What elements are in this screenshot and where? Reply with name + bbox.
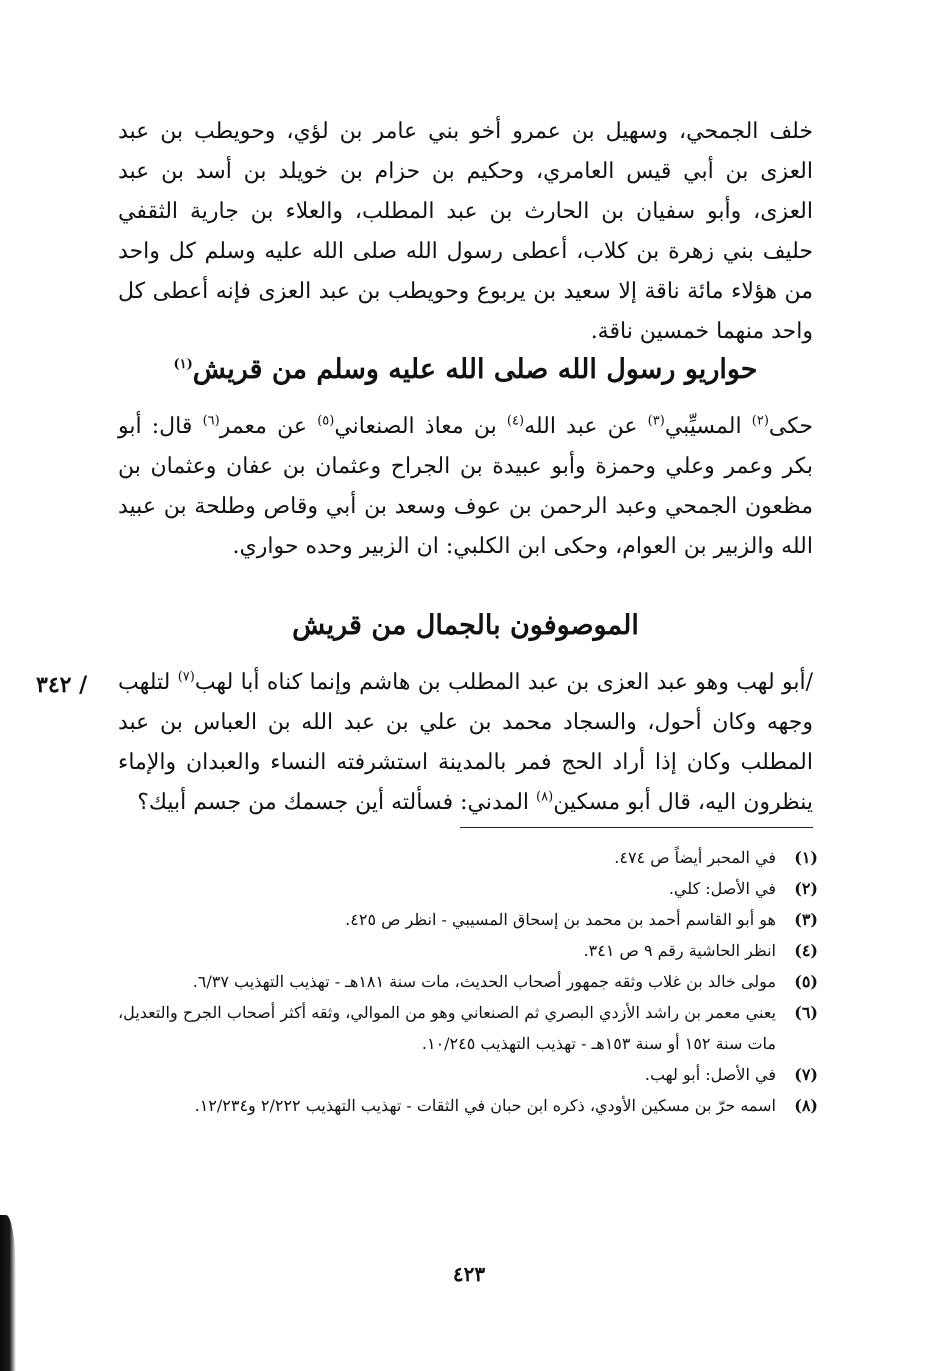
footnote-number: (٣): [794, 910, 818, 929]
footnote-ref-6: (٦): [202, 413, 220, 429]
paragraph-2-segment-6: قال: أبو بكر وعمر وعلي وحمزة وأبو عبيدة بن الجراح وعثمان بن عفان وعثمان بن مظعون الجمحي وعبد الرحمن بن عوف وسعد بن أبي وقاص وطلحة بن عبيد الله والزبير بن العوام، وحكى ابن الكلبي: ان الزبير وحده حواري.: [118, 414, 813, 559]
footnotes: [118, 842, 818, 1121]
footnote-ref-3: (٣): [647, 413, 665, 429]
footnote-number: (٧): [794, 1065, 818, 1084]
manuscript-folio-reference: / ٣٤٢: [36, 672, 88, 698]
footnote-ref-1: (١): [173, 357, 193, 372]
footnote-text: في المحبر أيضاً ص ٤٧٤.: [614, 848, 776, 867]
footnote: [118, 935, 818, 966]
footnote: [118, 842, 818, 873]
paragraph-2: [118, 407, 813, 567]
footnote-number: (١): [794, 848, 818, 867]
footnote-ref-7: (٧): [177, 669, 195, 685]
footnote-text: يعني معمر بن راشد الأزدي البصري ثم الصنعاني وهو من الموالي، وثقه أكثر أصحاب الجرح والتعديل، مات سنة ١٥٢ أو سنة ١٥٣هـ - تهذيب التهذيب ١٠/٢٤٥.: [118, 1003, 776, 1053]
footnote-number: (٨): [794, 1096, 818, 1115]
page-number: ٤٢٣: [452, 1262, 486, 1286]
footnote-separator: [460, 827, 813, 828]
footnote-text: في الأصل: كلي.: [668, 879, 776, 898]
paragraph-1: خلف الجمحي، وسهيل بن عمرو أخو بني عامر بن لؤي، وحويطب بن عبد العزى بن أبي قيس العامري، وحكيم بن حزام بن خويلد بن أسد بن عبد العزى، وأبو سفيان بن الحارث بن عبد المطلب، والعلاء بن جارية الثقفي حليف بني زهرة بن كلاب، أعطى رسول الله صلى الله عليه وسلم كل واحد من هؤلاء مائة ناقة إلا سعيد بن يربوع وحويطب بن عبد العزى فإنه أعطى كل واحد منهما خمسين ناقة.: [118, 119, 813, 344]
footnote-ref-4: (٤): [506, 413, 525, 429]
heading-1-text: حواريو رسول الله صلى الله عليه وسلم من قريش: [192, 354, 758, 385]
section-heading-beauty: الموصوفون بالجمال من قريش: [292, 610, 639, 641]
section-heading-hawariyun: [118, 350, 813, 390]
footnote-text: مولى خالد بن غلاب وثقه جمهور أصحاب الحديث، مات سنة ١٨١هـ - تهذيب التهذيب ٦/٣٧.: [192, 972, 776, 991]
scan-shadow-edge: [0, 1215, 16, 1371]
footnote-text: في الأصل: أبو لهب.: [644, 1065, 776, 1084]
footnote: [118, 873, 818, 904]
footnote-number: (٢): [794, 879, 818, 898]
footnote-number: (٦): [794, 1003, 818, 1022]
paragraph-2-segment-4: بن معاذ الصنعاني: [334, 414, 507, 439]
footnote-text: اسمه حرّ بن مسكين الأودي، ذكره ابن حبان في الثقات - تهذيب التهذيب ٢/٢٢٢ و١٢/٢٣٤.: [194, 1096, 776, 1115]
footnote: [118, 904, 818, 935]
footnote: [118, 997, 818, 1059]
paragraph-3-segment-1: /أبو لهب وهو عبد العزى بن عبد المطلب بن هاشم وإنما كناه أبا لهب: [194, 670, 813, 695]
footnote-number: (٥): [794, 972, 818, 991]
footnote-text: انظر الحاشية رقم ٩ ص ٣٤١.: [583, 941, 776, 960]
paragraph-2-segment-1: حكى: [768, 414, 813, 439]
footnote-ref-2: (٢): [751, 413, 769, 429]
footnote: [118, 966, 818, 997]
paragraph-2-segment-5: عن معمر: [219, 414, 318, 439]
paragraph-3: [118, 663, 813, 823]
paragraph-3-segment-2: لتلهب وجهه وكان أحول، والسجاد محمد بن علي بن عبد الله بن العباس بن عبد المطلب وكان إذا أراد الحج فمر بالمدينة استشرفته النساء والعبدان والإماء ينظرون اليه، قال أبو مسكين: [118, 670, 813, 815]
footnote-text: هو أبو القاسم أحمد بن محمد بن إسحاق المسيبي - انظر ص ٤٢٥.: [345, 910, 776, 929]
paragraph-2-segment-3: عن عبد الله: [524, 414, 648, 439]
footnote-ref-8: (٨): [536, 789, 554, 805]
footnote: [118, 1090, 818, 1121]
footnote-number: (٤): [794, 941, 818, 960]
paragraph-2-segment-2: المسيِّبي: [664, 414, 752, 439]
paragraph-3-segment-3: المدني: فسألته أين جسمك من جسم أبيك؟: [137, 790, 537, 815]
footnote: [118, 1059, 818, 1090]
footnote-ref-5: (٥): [317, 413, 335, 429]
